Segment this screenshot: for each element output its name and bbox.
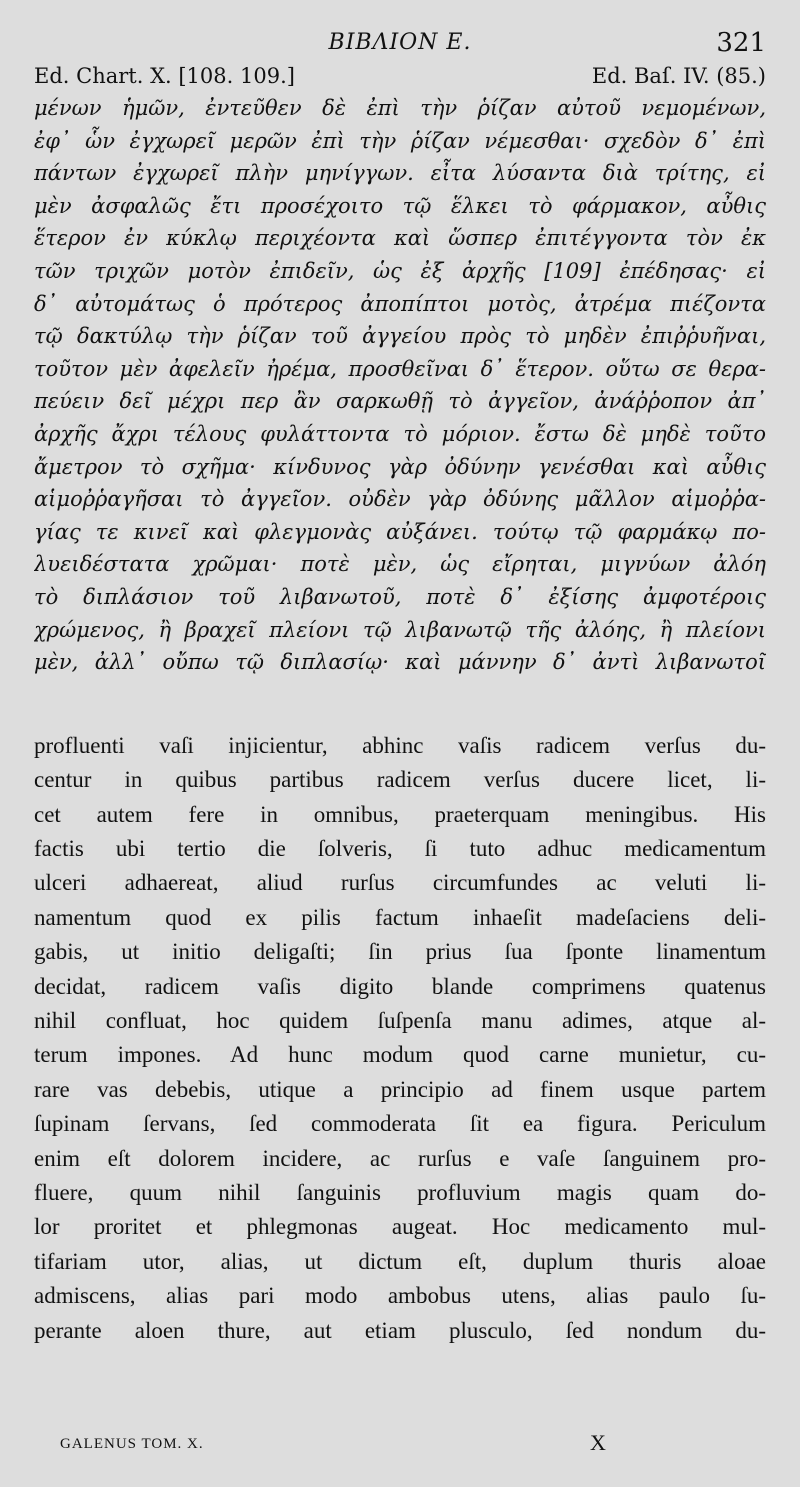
page-footer xyxy=(60,1430,740,1460)
running-head xyxy=(34,24,766,60)
greek-text-line: μὲν ἀσφαλῶς ἔτι προσέχοιτο τῷ ἕλκει τὸ φάρμακον, αὖθις xyxy=(34,193,766,218)
greek-text-line: πεύειν δεῖ μέχρι περ ἂν σαρκωθῇ τὸ ἀγγεῖον, ἀνάῤῥοπον ἀπ᾽ xyxy=(34,389,766,414)
greek-text-line: τοῦτον μὲν ἀφελεῖν ἠρέμα, προσθεῖναι δ᾽ ἕτερον. οὕτω σε θερα- xyxy=(34,356,766,381)
edition-reference-left: Ed. Chart. X. [108. 109.] xyxy=(34,64,295,88)
edition-references xyxy=(34,60,766,92)
latin-text-line: enim eſt dolorem incidere, ac rurſus e vaſe ſanguinem pro- xyxy=(34,1145,766,1171)
latin-text-line: cet autem fere in omnibus, praeterquam meningibus. His xyxy=(34,801,766,827)
greek-text-line: ἄμετρον τὸ σχῆμα· κίνδυνος γὰρ ὀδύνην γενέσθαι καὶ αὖθις xyxy=(34,454,766,479)
latin-text-line: factis ubi tertio die ſolveris, ſi tuto adhuc medicamentum xyxy=(34,835,766,861)
latin-text-line: ſupinam ſervans, ſed commoderata ſit ea figura. Periculum xyxy=(34,1111,766,1137)
latin-text-line: centur in quibus partibus radicem verſus ducere licet, li- xyxy=(34,767,766,793)
greek-text-line: τὸ διπλάσιον τοῦ λιβανωτοῦ, ποτὲ δ᾽ ἐξίσης ἀμφοτέροις xyxy=(34,584,766,609)
greek-text-line: τῷ δακτύλῳ τὴν ῥίζαν τοῦ ἀγγείου πρὸς τὸ μηδὲν ἐπιῤῥυῆναι, xyxy=(34,324,766,349)
edition-reference-right: Ed. Baſ. IV. (85.) xyxy=(591,64,766,88)
latin-text-line: terum impones. Ad hunc modum quod carne munietur, cu- xyxy=(34,1042,766,1068)
greek-text-line: δ᾽ αὐτομάτως ὁ πρότερος ἀποπίπτοι μοτὸς, ἀτρέμα πιέζοντα xyxy=(34,291,766,316)
latin-text-line: rare vas debebis, utique a principio ad finem usque partem xyxy=(34,1076,766,1102)
latin-text-line: admiscens, alias pari modo ambobus utens, alias paulo ſu- xyxy=(34,1283,766,1309)
greek-text-line: πάντων ἐγχωρεῖ πλὴν μηνίγγων. εἶτα λύσαντα διὰ τρίτης, εἰ xyxy=(34,161,766,186)
greek-text-line: λυειδέστατα χρῶμαι· ποτὲ μὲν, ὡς εἴρηται, μιγνύων ἀλόη xyxy=(34,552,766,577)
greek-text-line: ἕτερον ἐν κύκλῳ περιχέοντα καὶ ὥσπερ ἐπιτέγγοντα τὸν ἐκ xyxy=(34,226,766,251)
page-number: 321 xyxy=(716,28,766,58)
latin-text-line: lor proritet et phlegmonas augeat. Hoc medicamento mul- xyxy=(34,1214,766,1240)
latin-text-line: gabis, ut initio deligaſti; ſin prius ſua ſponte linamentum xyxy=(34,939,766,965)
latin-text-line: tifariam utor, alias, ut dictum eſt, duplum thuris aloae xyxy=(34,1248,766,1274)
printer-signature: GALENUS TOM. X. xyxy=(60,1436,204,1452)
latin-text-line: decidat, radicem vaſis digito blande comprimens quatenus xyxy=(34,973,766,999)
latin-text-line: perante aloen thure, aut etiam plusculo, ſed nondum du- xyxy=(34,1317,766,1343)
greek-text-line: τῶν τριχῶν μοτὸν ἐπιδεῖν, ὡς ἐξ ἀρχῆς [109] ἐπέδησας· εἰ xyxy=(34,258,766,283)
latin-text-line: nihil confluat, hoc quidem ſuſpenſa manu adimes, atque al- xyxy=(34,1007,766,1033)
latin-text-line: profluenti vaſi injicientur, abhinc vaſis radicem verſus du- xyxy=(34,732,766,758)
greek-text-line: χρώμενος, ἢ βραχεῖ πλείονι τῷ λιβανωτῷ τῆς ἀλόης, ἢ πλείονι xyxy=(34,617,766,642)
greek-text-line: μὲν, ἀλλ᾽ οὔπω τῷ διπλασίῳ· καὶ μάννην δ᾽ ἀντὶ λιβανωτοῖ xyxy=(34,650,766,675)
latin-text-line: ulceri adhaereat, aliud rurſus circumfundes ac veluti li- xyxy=(34,870,766,896)
greek-text-line: μένων ἡμῶν, ἐντεῦθεν δὲ ἐπὶ τὴν ῥίζαν αὐτοῦ νεμομένων, xyxy=(34,96,766,120)
sheet-mark: X xyxy=(590,1430,606,1455)
greek-text-block xyxy=(34,92,766,679)
section-gap xyxy=(34,679,766,729)
greek-text-line: ἀρχῆς ἄχρι τέλους φυλάττοντα τὸ μόριον. ἔστω δὲ μηδὲ τοῦτο xyxy=(34,421,766,446)
latin-text-block xyxy=(34,729,766,1348)
greek-text-line: ἐφ᾽ ὧν ἐγχωρεῖ μερῶν ἐπὶ τὴν ῥίζαν νέμεσθαι· σχεδὸν δ᾽ ἐπὶ xyxy=(34,128,766,153)
greek-text-line: αἱμοῤῥαγῆσαι τὸ ἀγγεῖον. οὐδὲν γὰρ ὀδύνης μᾶλλον αἱμοῤῥα- xyxy=(34,487,766,512)
greek-text-line: γίας τε κινεῖ καὶ φλεγμονὰς αὐξάνει. τούτῳ τῷ φαρμάκῳ πο- xyxy=(34,519,766,544)
latin-text-line: namentum quod ex pilis factum inhaeſit madeſaciens deli- xyxy=(34,904,766,930)
running-title: BIBΛΙΟΝ Ε. xyxy=(328,30,472,55)
latin-text-line: fluere, quum nihil ſanguinis profluvium magis quam do- xyxy=(34,1179,766,1205)
